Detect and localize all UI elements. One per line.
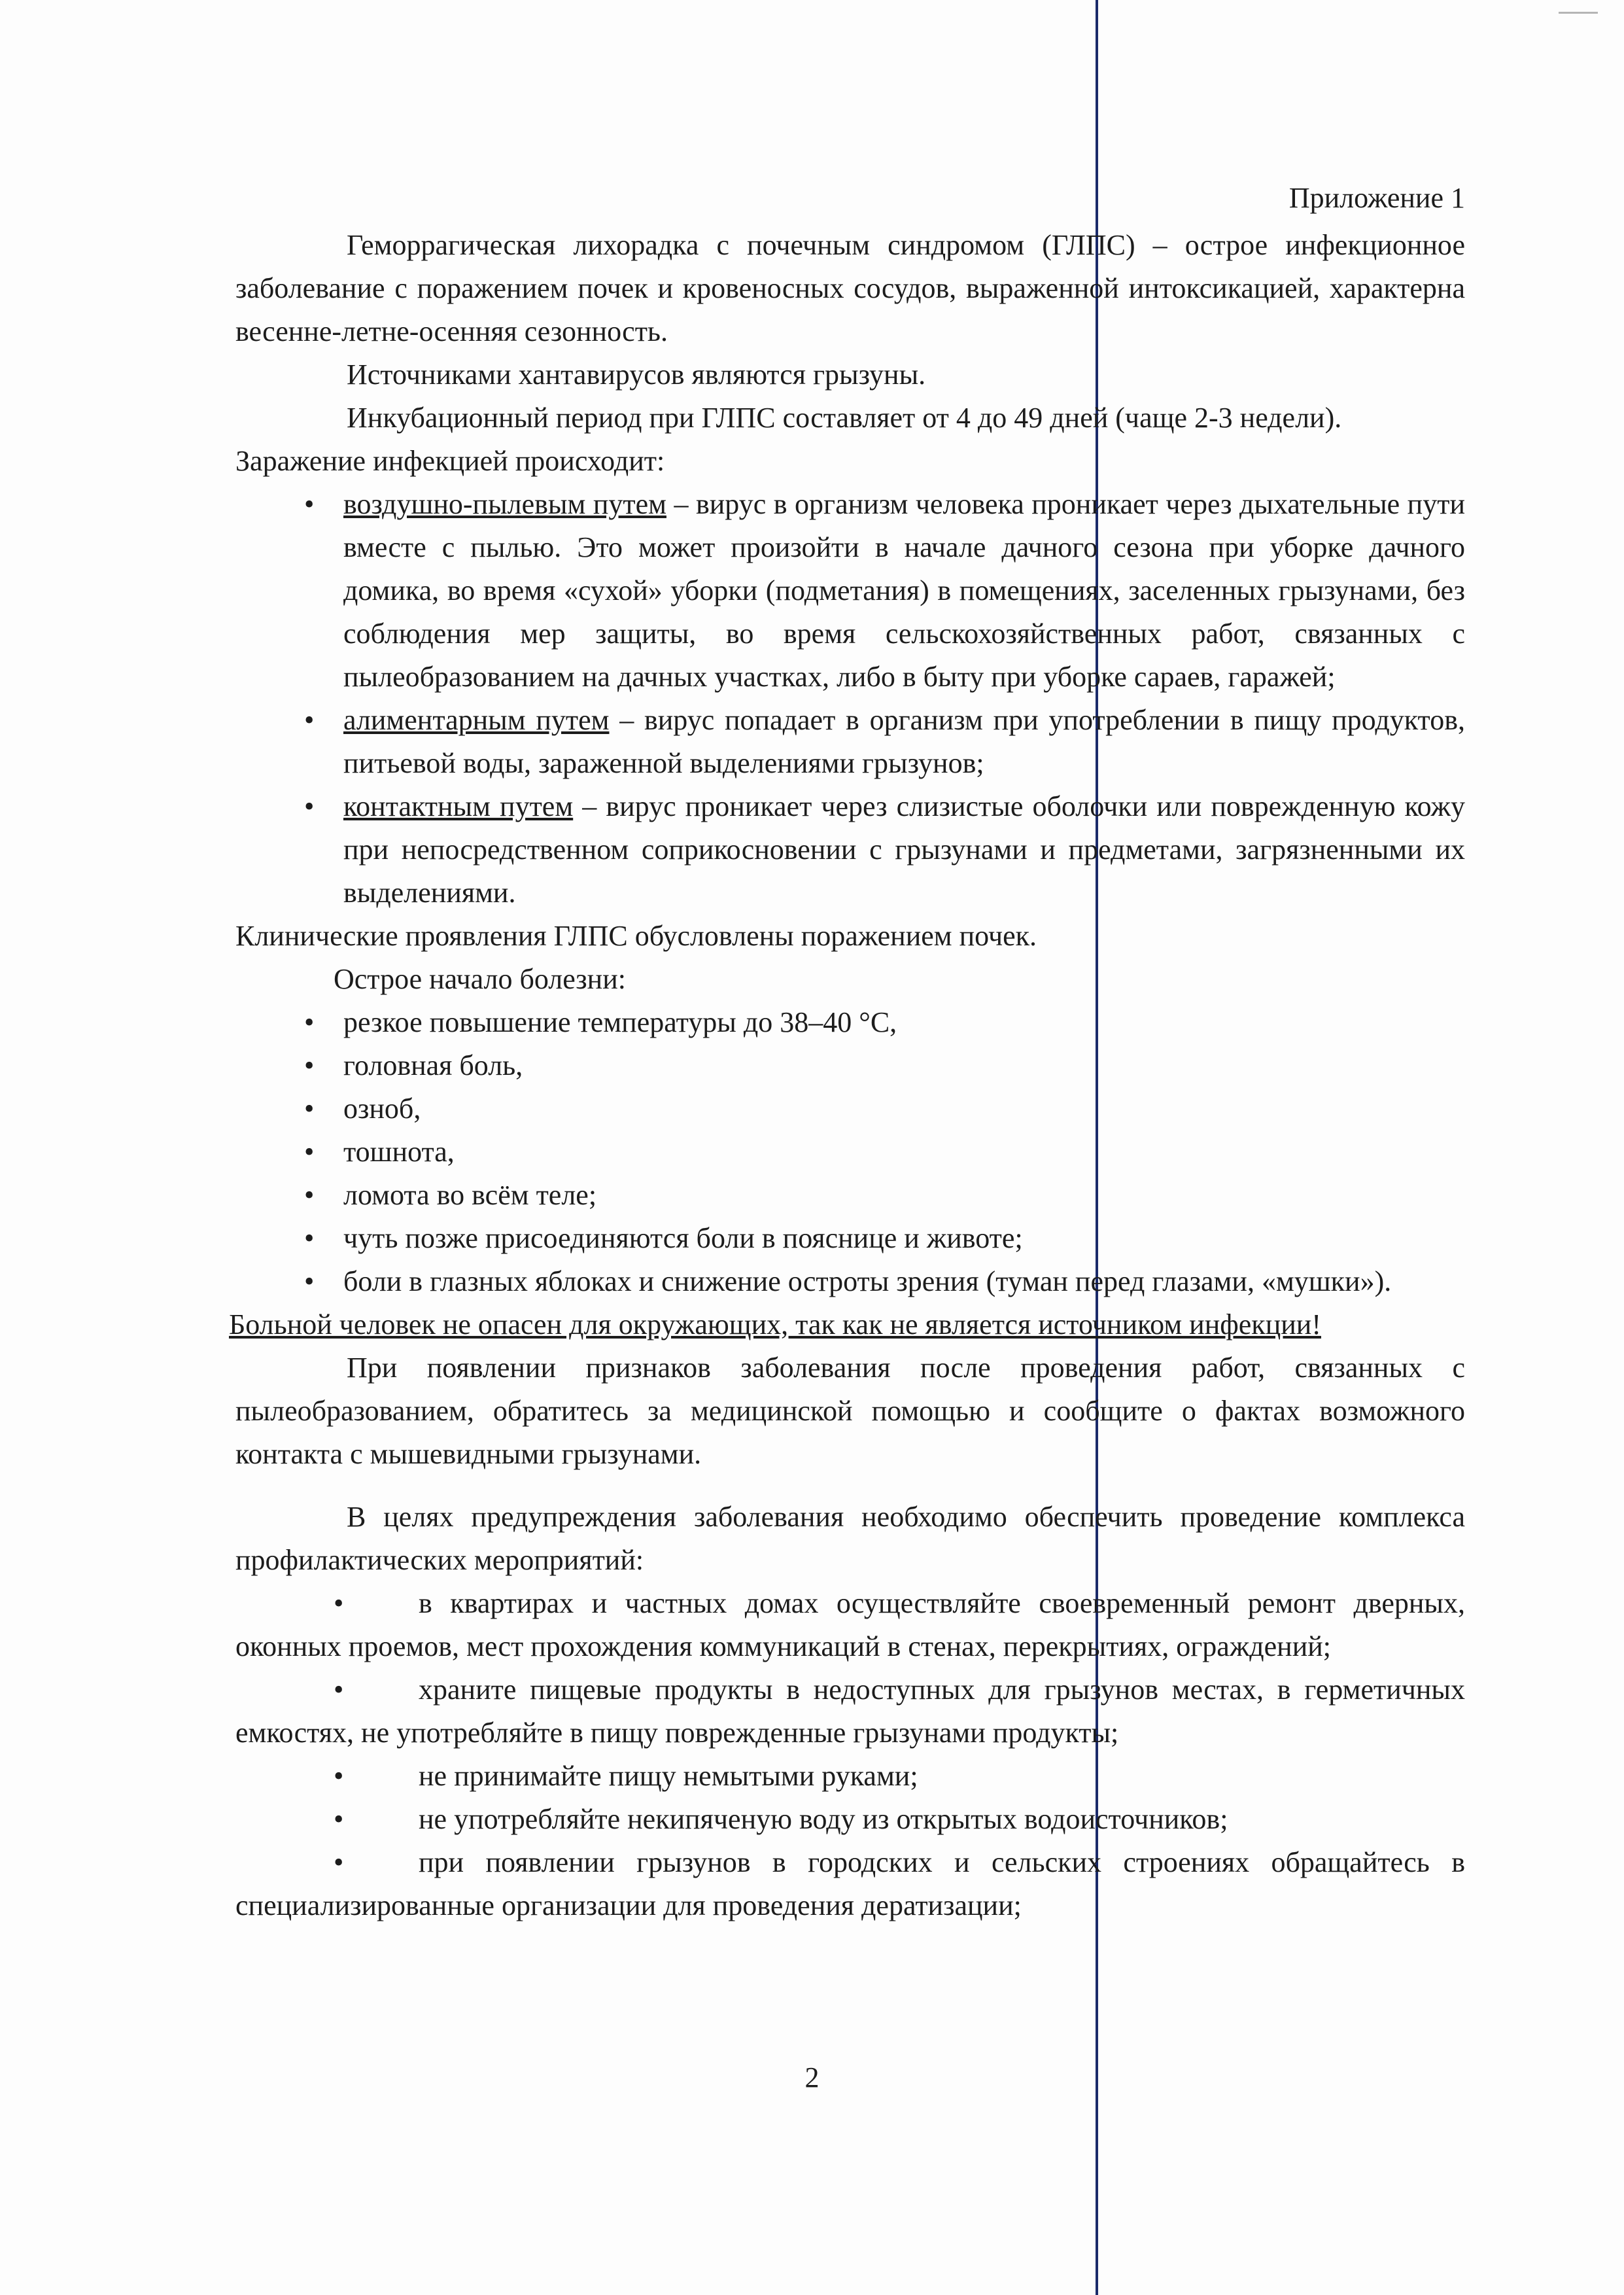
onset-heading: Острое начало болезни: bbox=[334, 963, 626, 995]
document-body bbox=[229, 177, 1466, 1927]
list-item: • не употребляйте некипяченую воду из открытых водоисточников; bbox=[235, 1798, 1465, 1841]
list-item: • при появлении грызунов в городских и сельских строениях обращайтесь в специализированные организации для проведения дератизации; bbox=[235, 1841, 1465, 1927]
list-item: • ломота во всём теле; bbox=[235, 1174, 1465, 1217]
warning-note: Больной человек не опасен для окружающих, так как не является источником инфекции! bbox=[229, 1308, 1321, 1340]
list-item: • тошнота, bbox=[235, 1130, 1465, 1174]
sources-paragraph: Источниками хантавирусов являются грызуны. bbox=[347, 359, 926, 391]
appendix-label: Приложение 1 bbox=[1288, 182, 1465, 214]
list-item: • не принимайте пищу немытыми руками; bbox=[235, 1755, 1465, 1798]
list-item bbox=[235, 483, 1465, 699]
list-item: • храните пищевые продукты в недоступных для грызунов местах, в герметичных емкостях, не употребляйте в пищу поврежденные грызунами продукты; bbox=[235, 1668, 1465, 1755]
infection-heading: Заражение инфекцией происходит: bbox=[235, 445, 665, 477]
list-item: • боли в глазных яблоках и снижение остроты зрения (туман перед глазами, «мушки»). bbox=[235, 1260, 1465, 1303]
infection-routes-list bbox=[235, 483, 1465, 915]
list-item: • головная боль, bbox=[235, 1044, 1465, 1087]
route-name: воздушно-пылевым путем bbox=[343, 488, 666, 520]
route-text: – вирус попадает в организм при употреблении в пищу продуктов, питьевой воды, зараженной выделениями грызунов; bbox=[343, 704, 1465, 779]
scan-corner-mark bbox=[1559, 12, 1598, 14]
route-text: – вирус в организм человека проникает через дыхательные пути вместе с пылью. Это может произойти в начале дачного сезона при уборке дачного домика, во время «сухой» уборки (подметания) в помещениях, заселенных грызунами, без соблюдения мер защиты, во время сельскохозяйственных работ, связанных с пылеобразованием на дачных участках, либо в быту при уборке сараев, гаражей; bbox=[343, 488, 1466, 693]
prevention-list bbox=[235, 1582, 1465, 1927]
list-item: • резкое повышение температуры до 38–40 °С, bbox=[235, 1001, 1465, 1044]
route-name: алиментарным путем bbox=[343, 704, 610, 736]
clinical-heading: Клинические проявления ГЛПС обусловлены поражением почек. bbox=[235, 920, 1037, 952]
symptoms-list bbox=[235, 1001, 1465, 1303]
advice-paragraph: При появлении признаков заболевания после проведения работ, связанных с пылеобразованием, обратитесь за медицинской помощью и сообщите о фактах возможного контакта с мышевидными грызунами. bbox=[235, 1352, 1465, 1470]
list-item: • озноб, bbox=[235, 1087, 1465, 1130]
incubation-paragraph: Инкубационный период при ГЛПС составляет от 4 до 49 дней (чаще 2-3 недели). bbox=[347, 402, 1342, 434]
spacer bbox=[235, 1476, 1465, 1496]
list-item bbox=[235, 785, 1465, 915]
list-item bbox=[235, 699, 1465, 785]
prevention-heading: В целях предупреждения заболевания необходимо обеспечить проведение комплекса профилактических мероприятий: bbox=[235, 1501, 1465, 1576]
page-number: 2 bbox=[804, 2061, 820, 2094]
route-name: контактным путем bbox=[343, 790, 574, 822]
glps-definition: Геморрагическая лихорадка с почечным синдромом (ГЛПС) – острое инфекционное заболевание с поражением почек и кровеносных сосудов, выраженной интоксикацией, характерна весенне-летне-осенняя сезонность. bbox=[235, 229, 1465, 347]
route-text: – вирус проникает через слизистые оболочки или поврежденную кожу при непосредственном соприкосновении с грызунами и предметами, загрязненными их выделениями. bbox=[343, 790, 1465, 909]
list-item: • чуть позже присоединяются боли в пояснице и животе; bbox=[235, 1217, 1465, 1260]
list-item: • в квартирах и частных домах осуществляйте своевременный ремонт дверных, оконных проемов, мест прохождения коммуникаций в стенах, перекрытиях, ограждений; bbox=[235, 1582, 1465, 1668]
